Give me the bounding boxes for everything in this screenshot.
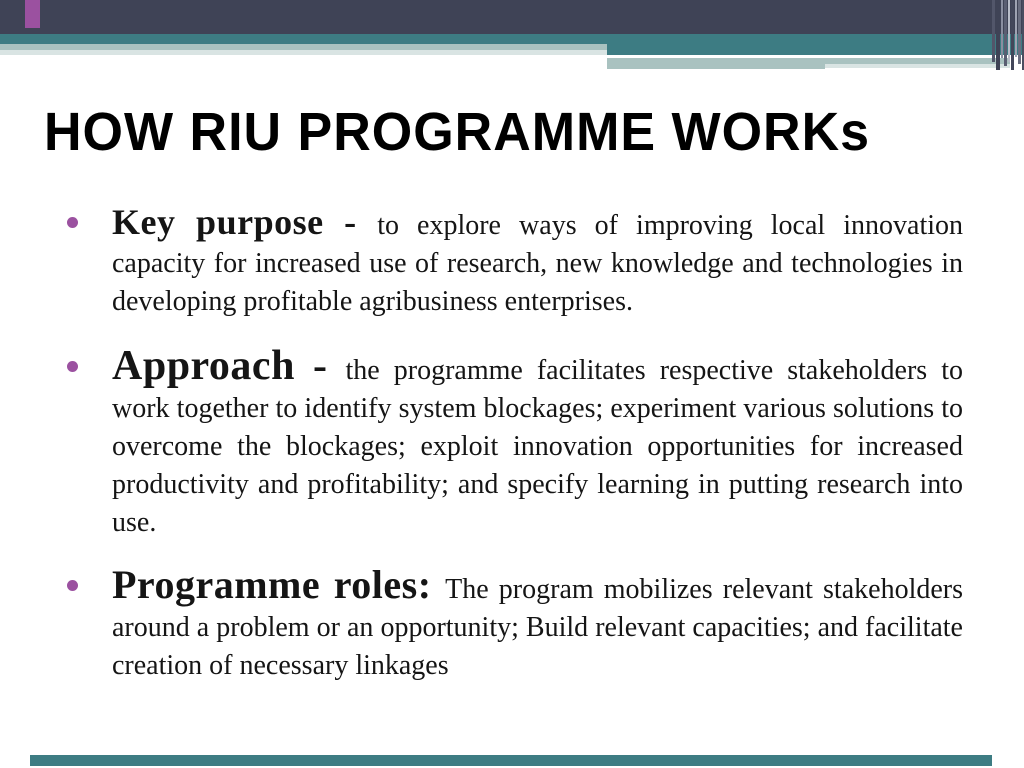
bullet-body: The program mobilizes relevant stakeholders around a problem or an opportunity; Build relevant capacities; and facilitate creation of necessary linkages bbox=[112, 574, 963, 681]
bullet-head: Programme roles: bbox=[112, 562, 446, 607]
bullet-head: Approach - bbox=[112, 343, 346, 389]
bullet-item-key-purpose bbox=[112, 203, 963, 321]
vertical-stripe bbox=[1004, 0, 1007, 66]
bullet-dot-icon bbox=[67, 580, 78, 591]
vertical-stripe bbox=[1008, 0, 1010, 62]
header-band-pale-left bbox=[0, 50, 607, 55]
header-teal-block-right bbox=[607, 34, 1024, 55]
vertical-stripe bbox=[1001, 0, 1003, 58]
bullet-item-approach bbox=[112, 343, 964, 542]
bullet-item-programme-roles bbox=[112, 562, 963, 685]
bullet-list bbox=[112, 203, 963, 685]
vertical-stripe bbox=[1011, 0, 1014, 70]
vertical-stripe bbox=[996, 0, 1000, 70]
top-left-purple-accent bbox=[25, 0, 40, 28]
bottom-accent-bar bbox=[30, 755, 992, 766]
vertical-stripe bbox=[1015, 0, 1017, 57]
bullet-body: the programme facilitates respective stakeholders to work together to identify system blockages; experiment various solutions to overcome the blockages; exploit innovation opportunities for increased productivity and profitability; and specify learning in putting research into use. bbox=[112, 355, 964, 538]
vertical-stripe bbox=[1018, 0, 1021, 64]
header-vertical-stripes bbox=[990, 0, 1024, 72]
bullet-dot-icon bbox=[67, 217, 78, 228]
header-band-dark bbox=[0, 0, 1024, 34]
bullet-body: to explore ways of improving local innovation capacity for increased use of research, new knowledge and technologies in developing profitable agribusiness enterprises. bbox=[112, 210, 964, 317]
bullet-dot-icon bbox=[67, 361, 78, 372]
bullet-head: Key purpose - bbox=[112, 202, 378, 242]
header-pale-bar-right bbox=[825, 64, 1010, 68]
vertical-stripe bbox=[992, 0, 995, 62]
header-sage-bar-right-2 bbox=[607, 64, 825, 69]
slide-title: HOW RIU PROGRAMME WORKs bbox=[44, 102, 871, 163]
